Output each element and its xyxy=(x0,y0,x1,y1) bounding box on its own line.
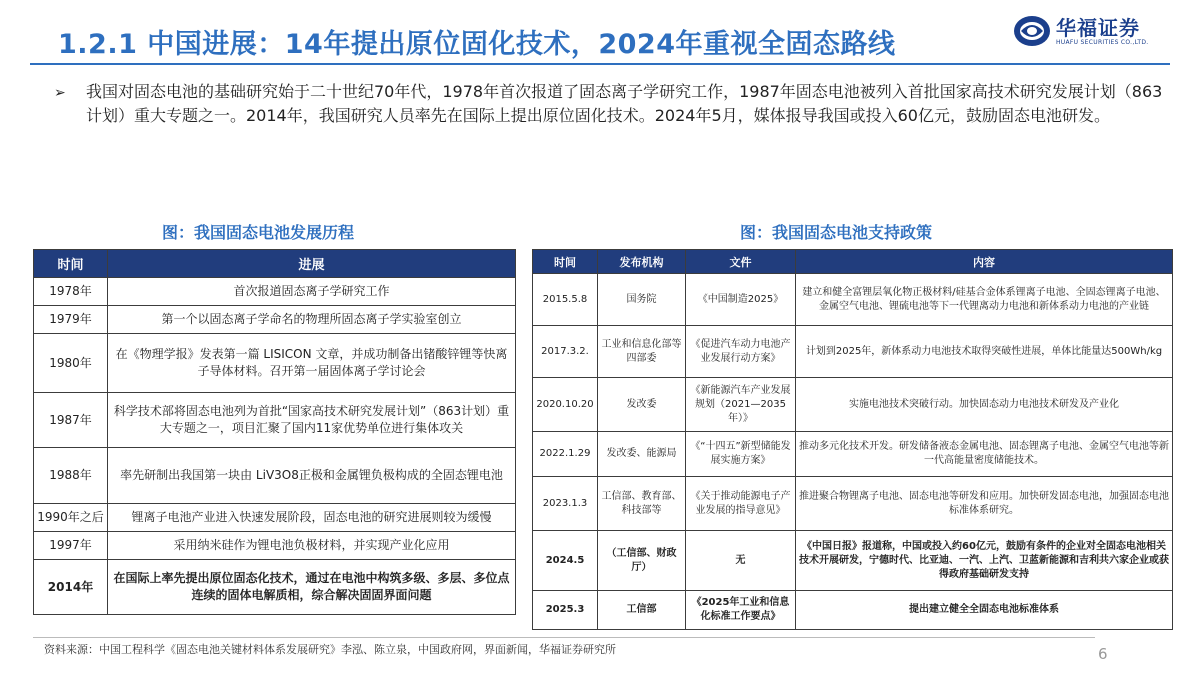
table-header-row xyxy=(533,250,1173,274)
row-document: 《“十四五”新型储能发展实施方案》 xyxy=(686,432,796,477)
row-time: 2020.10.20 xyxy=(533,378,598,432)
row-time: 1980年 xyxy=(34,334,108,393)
row-org: 国务院 xyxy=(598,274,686,326)
left-table-caption: 图：我国固态电池发展历程 xyxy=(162,223,355,242)
header-document: 文件 xyxy=(686,250,796,274)
row-text: 首次报道固态离子学研究工作 xyxy=(108,278,516,306)
bullet-arrow-icon: ➢ xyxy=(54,85,66,101)
row-time: 2022.1.29 xyxy=(533,432,598,477)
row-time: 1987年 xyxy=(34,393,108,448)
row-org: 发改委 xyxy=(598,378,686,432)
logo-mark-icon xyxy=(1012,14,1052,48)
row-content: 建立和健全富锂层氧化物正极材料/硅基合金体系锂离子电池、全固态锂离子电池、金属空气电池、锂硫电池等下一代锂离动力电池和新体系动力电池的产业链 xyxy=(796,274,1173,326)
row-org: 工信部 xyxy=(598,591,686,630)
row-content: 推动多元化技术开发。研发储备液态金属电池、固态锂离子电池、金属空气电池等新一代高能量密度储能技术。 xyxy=(796,432,1173,477)
row-text: 在《物理学报》发表第一篇 LISICON 文章，并成功制备出锗酸锌锂等快离子导体材料。召开第一届固体离子学讨论会 xyxy=(108,334,516,393)
row-document: 《2025年工业和信息化标准工作要点》 xyxy=(686,591,796,630)
title-divider xyxy=(30,63,1170,65)
table-row xyxy=(34,448,516,504)
table-row xyxy=(34,278,516,306)
row-text: 在国际上率先提出原位固态化技术，通过在电池中构筑多级、多层、多位点连续的固体电解质相，综合解决固固界面问题 xyxy=(108,560,516,615)
header-time: 时间 xyxy=(34,250,108,278)
row-org: （工信部、财政厅） xyxy=(598,531,686,591)
summary-text: 我国对固态电池的基础研究始于二十世纪70年代，1978年首次报道了固态离子学研究工作，1987年固态电池被列入首批国家高技术研究发展计划（863计划）重大专题之一。2014年，我国研究人员率先在国际上提出原位固化技术。2024年5月，媒体报导我国或投入60亿元，鼓励固态电池研发。 xyxy=(86,82,1163,125)
row-time: 2023.1.3 xyxy=(533,477,598,531)
row-time: 1988年 xyxy=(34,448,108,504)
row-time: 1997年 xyxy=(34,532,108,560)
row-document: 《促进汽车动力电池产业发展行动方案》 xyxy=(686,326,796,378)
row-text: 率先研制出我国第一块由 LiV3O8正极和金属锂负极构成的全固态锂电池 xyxy=(108,448,516,504)
row-time: 1990年之后 xyxy=(34,504,108,532)
row-org: 发改委、能源局 xyxy=(598,432,686,477)
table-row xyxy=(533,326,1173,378)
table-row xyxy=(533,477,1173,531)
table-row xyxy=(533,378,1173,432)
row-org: 工信部、教育部、科技部等 xyxy=(598,477,686,531)
table-row xyxy=(34,334,516,393)
row-document: 《关于推动能源电子产业发展的指导意见》 xyxy=(686,477,796,531)
row-time: 2014年 xyxy=(34,560,108,615)
history-table xyxy=(33,249,516,615)
row-text: 第一个以固态离子学命名的物理所固态离子学实验室创立 xyxy=(108,306,516,334)
table-row xyxy=(533,591,1173,630)
table-row xyxy=(34,306,516,334)
row-text: 采用纳米硅作为锂电池负极材料，并实现产业化应用 xyxy=(108,532,516,560)
table-row xyxy=(34,393,516,448)
row-text: 科学技术部将固态电池列为首批“国家高技术研究发展计划”（863计划）重大专题之一，项目汇聚了国内11家优势单位进行集体攻关 xyxy=(108,393,516,448)
row-time: 2017.3.2. xyxy=(533,326,598,378)
row-document: 《中国制造2025》 xyxy=(686,274,796,326)
source-note: 资料来源：中国工程科学《固态电池关键材料体系发展研究》李泓、陈立泉，中国政府网，界面新闻，华福证券研究所 xyxy=(44,643,616,656)
table-row xyxy=(34,560,516,615)
page-number: 6 xyxy=(1098,645,1108,663)
table-row xyxy=(533,274,1173,326)
right-table-caption: 图：我国固态电池支持政策 xyxy=(740,223,933,242)
policy-table xyxy=(532,249,1173,630)
header-progress: 进展 xyxy=(108,250,516,278)
row-time: 1979年 xyxy=(34,306,108,334)
table-row xyxy=(533,432,1173,477)
company-logo xyxy=(1012,12,1162,52)
table-row xyxy=(34,504,516,532)
row-text: 锂离子电池产业进入快速发展阶段，固态电池的研究进展则较为缓慢 xyxy=(108,504,516,532)
row-document: 《新能源汽车产业发展规划（2021—2035年）》 xyxy=(686,378,796,432)
row-time: 2025.3 xyxy=(533,591,598,630)
table-row xyxy=(533,531,1173,591)
table-row xyxy=(34,532,516,560)
logo-english-name: HUAFU SECURITIES CO.,LTD. xyxy=(1056,39,1149,46)
page-title: 1.2.1 中国进展：14年提出原位固化技术，2024年重视全固态路线 xyxy=(58,29,896,60)
header-time: 时间 xyxy=(533,250,598,274)
header-org: 发布机构 xyxy=(598,250,686,274)
row-content: 计划到2025年，新体系动力电池技术取得突破性进展，单体比能量达500Wh/kg xyxy=(796,326,1173,378)
row-content: 推进聚合物锂离子电池、固态电池等研发和应用。加快研发固态电池，加强固态电池标准体系研究。 xyxy=(796,477,1173,531)
row-org: 工业和信息化部等四部委 xyxy=(598,326,686,378)
footer-divider xyxy=(33,637,1095,638)
row-time: 2024.5 xyxy=(533,531,598,591)
table-header-row xyxy=(34,250,516,278)
row-document: 无 xyxy=(686,531,796,591)
row-content: 《中国日报》报道称，中国或投入约60亿元，鼓励有条件的企业对全固态电池相关技术开展研发，宁德时代、比亚迪、一汽、上汽、卫蓝新能源和吉利共六家企业或获得政府基础研发支持 xyxy=(796,531,1173,591)
header-content: 内容 xyxy=(796,250,1173,274)
logo-name: 华福证券 xyxy=(1056,16,1140,40)
row-time: 1978年 xyxy=(34,278,108,306)
row-content: 提出建立健全全固态电池标准体系 xyxy=(796,591,1173,630)
row-time: 2015.5.8 xyxy=(533,274,598,326)
row-content: 实施电池技术突破行动。加快固态动力电池技术研发及产业化 xyxy=(796,378,1173,432)
